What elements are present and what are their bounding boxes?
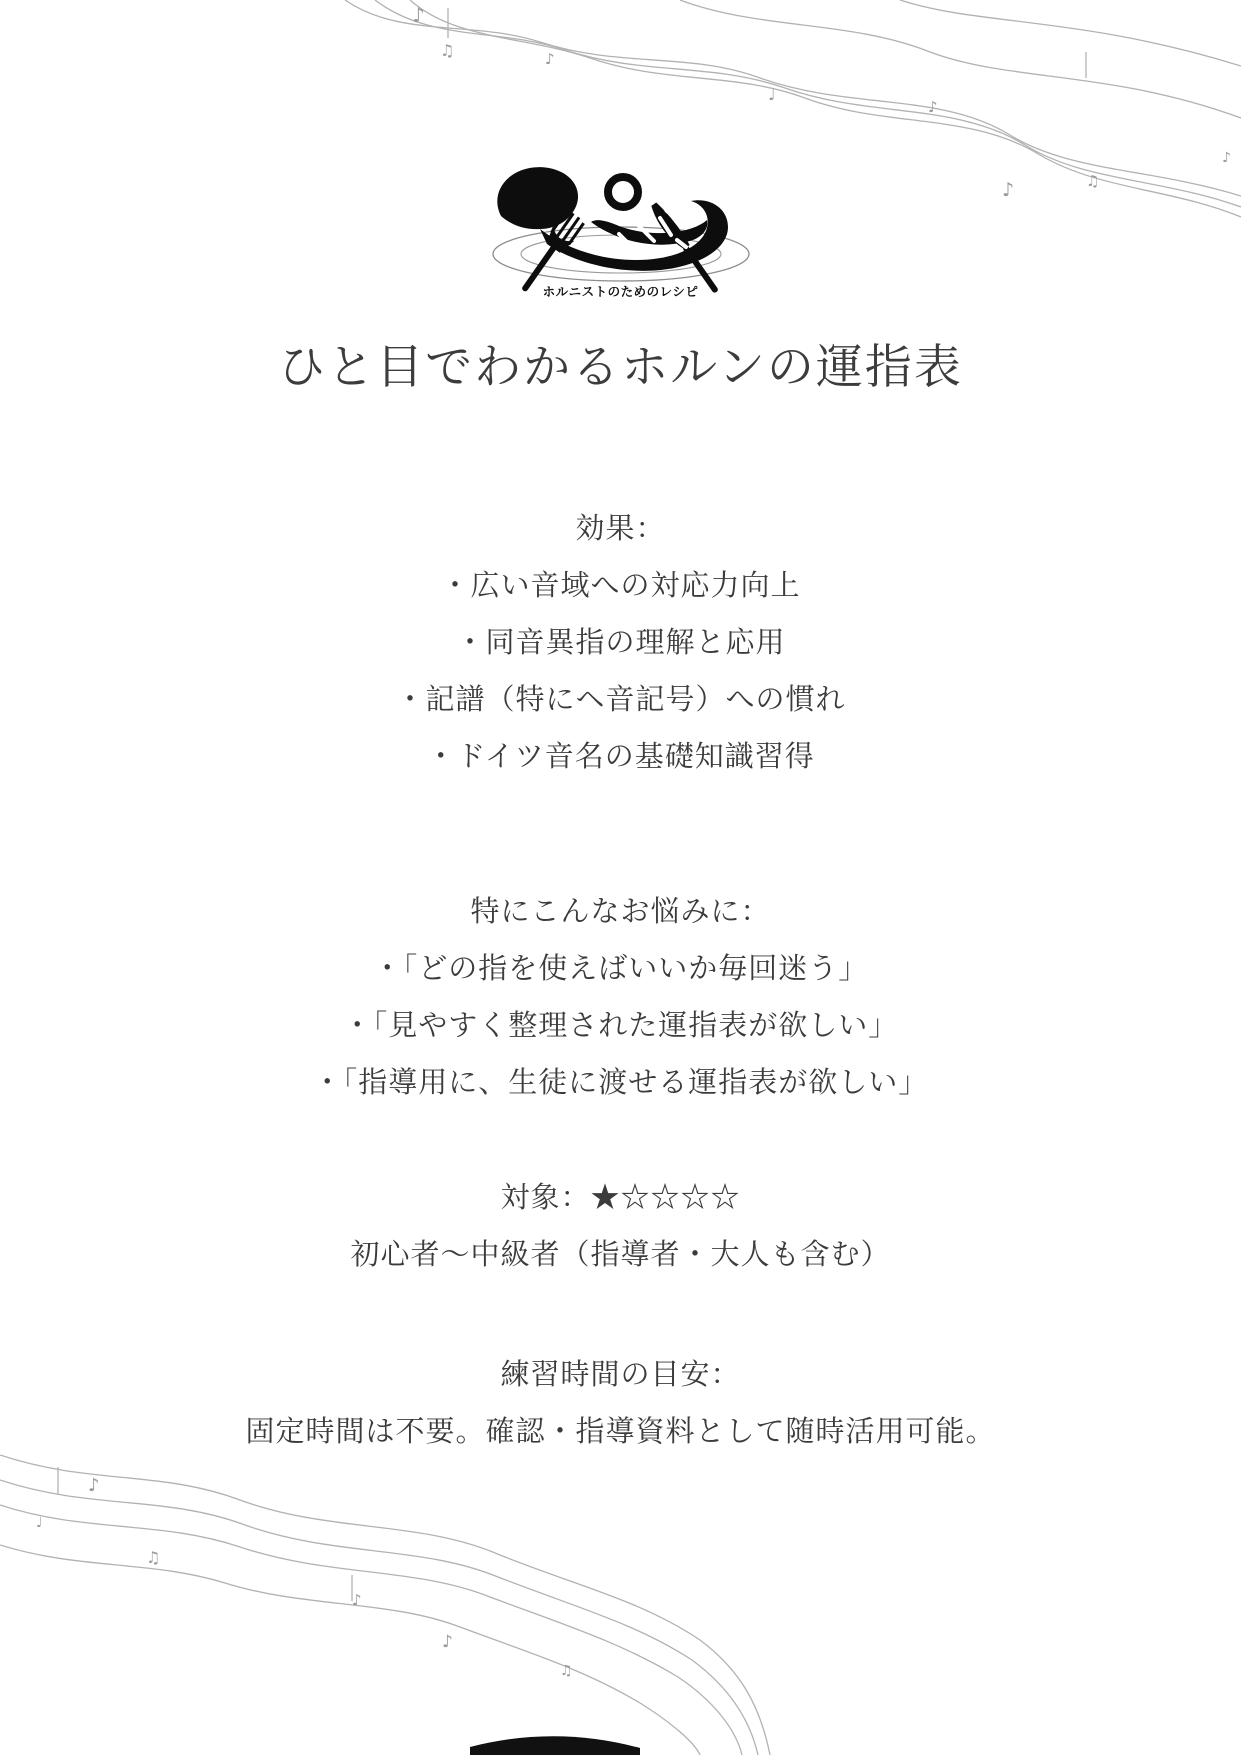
bullet-item: ・「指導用に、生徒に渡せる運指表が欲しい」 — [312, 1067, 929, 1099]
bullet-item: ・記譜（特にヘ音記号）への慣れ — [395, 684, 846, 716]
svg-text:♪: ♪ — [412, 3, 425, 27]
horn-on-plate-logo-icon — [471, 152, 771, 298]
bottom-edge-cropped-shape — [470, 1736, 640, 1755]
section-heading: 練習時間の目安： — [500, 1359, 741, 1391]
svg-text:♪: ♪ — [545, 50, 555, 68]
svg-text:♫: ♫ — [1086, 172, 1100, 190]
svg-text:♪: ♪ — [1002, 179, 1015, 201]
section-heading: 特にこんなお悩みに： — [470, 896, 771, 928]
target-description: 初心者〜中級者（指導者・大人も含む） — [350, 1239, 891, 1271]
section-practice-time — [0, 1347, 1241, 1461]
page-title: ひと目でわかるホルンの運指表 — [278, 342, 963, 394]
bullet-item: ・「見やすく整理された運指表が欲しい」 — [342, 1010, 899, 1042]
section-heading: 効果： — [575, 513, 666, 545]
bullet-item: ・同音異指の理解と応用 — [455, 627, 786, 659]
svg-text:♪: ♪ — [928, 98, 938, 116]
svg-text:♫: ♫ — [146, 1548, 161, 1567]
logo-caption: ホルニストのためのレシピ — [542, 284, 699, 299]
bottom-music-staff-decoration-icon — [0, 1425, 1241, 1755]
svg-text:♪: ♪ — [442, 1632, 453, 1652]
section-effects — [0, 501, 1241, 786]
svg-text:♫: ♫ — [560, 1663, 573, 1679]
target-rating: 対象：★☆☆☆☆ — [500, 1182, 741, 1214]
section-target-audience — [0, 1170, 1241, 1284]
svg-text:♪: ♪ — [88, 1475, 100, 1496]
svg-text:♩: ♩ — [36, 1515, 43, 1531]
logo-block — [0, 0, 1241, 300]
practice-time-note: 固定時間は不要。確認・指導資料として随時活用可能。 — [245, 1416, 996, 1448]
bullet-item: ・「どの指を使えばいいか毎回迷う」 — [372, 953, 869, 985]
bullet-item: ・ドイツ音名の基礎知識習得 — [426, 741, 815, 773]
svg-text:♫: ♫ — [440, 41, 455, 60]
svg-text:♪: ♪ — [1222, 150, 1231, 166]
svg-text:♪: ♪ — [352, 1591, 362, 1609]
bullet-item: ・広い音域への対応力向上 — [440, 570, 801, 602]
svg-text:♩: ♩ — [768, 85, 776, 104]
section-concerns — [0, 884, 1241, 1112]
